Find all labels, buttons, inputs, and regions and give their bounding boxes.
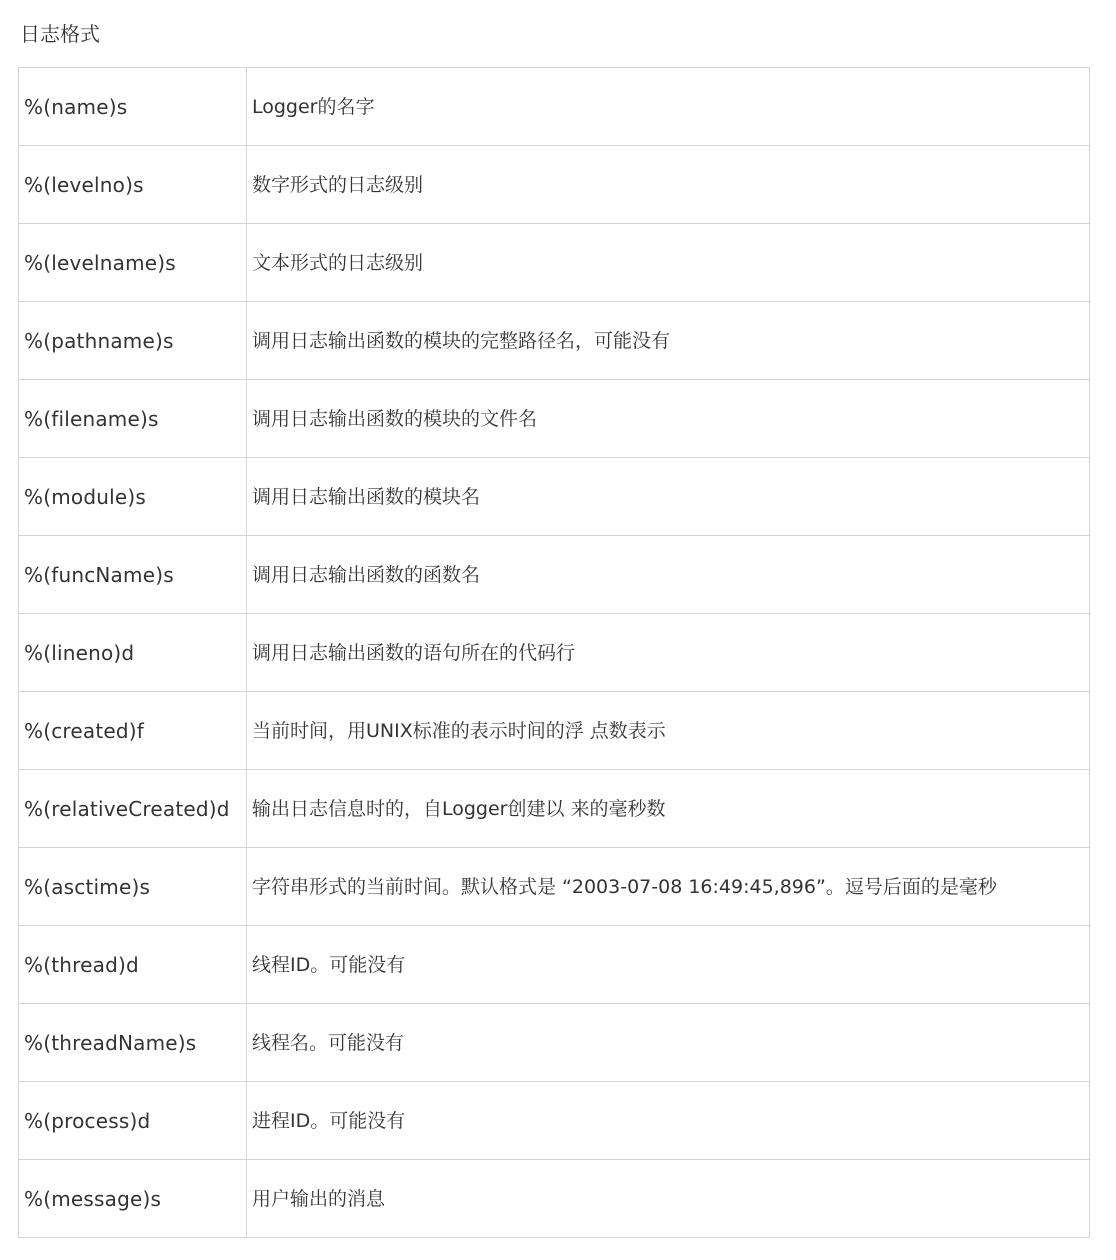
- table-row: [19, 68, 1090, 146]
- format-key-cell: %(name)s: [19, 68, 247, 146]
- format-key-cell: %(created)f: [19, 692, 247, 770]
- table-row: [19, 614, 1090, 692]
- format-description-cell: 线程名。可能没有: [247, 1004, 1090, 1082]
- table-row: [19, 380, 1090, 458]
- format-key-cell: %(threadName)s: [19, 1004, 247, 1082]
- table-row: [19, 224, 1090, 302]
- format-key-cell: %(asctime)s: [19, 848, 247, 926]
- table-row: [19, 302, 1090, 380]
- log-format-table: [18, 67, 1090, 1238]
- format-description-cell: 字符串形式的当前时间。默认格式是 “2003-07-08 16:49:45,896”。逗号后面的是毫秒: [247, 848, 1090, 926]
- table-row: [19, 1004, 1090, 1082]
- format-key-cell: %(levelno)s: [19, 146, 247, 224]
- format-description-cell: 进程ID。可能没有: [247, 1082, 1090, 1160]
- format-description-cell: 调用日志输出函数的模块的文件名: [247, 380, 1090, 458]
- table-row: [19, 146, 1090, 224]
- table-row: [19, 770, 1090, 848]
- table-row: [19, 692, 1090, 770]
- format-key-cell: %(filename)s: [19, 380, 247, 458]
- format-key-cell: %(module)s: [19, 458, 247, 536]
- format-key-cell: %(levelname)s: [19, 224, 247, 302]
- format-key-cell: %(message)s: [19, 1160, 247, 1238]
- table-row: [19, 1160, 1090, 1238]
- format-description-cell: 文本形式的日志级别: [247, 224, 1090, 302]
- table-row: [19, 1082, 1090, 1160]
- format-description-cell: 调用日志输出函数的模块的完整路径名，可能没有: [247, 302, 1090, 380]
- format-description-cell: 当前时间，用UNIX标准的表示时间的浮 点数表示: [247, 692, 1090, 770]
- format-description-cell: 调用日志输出函数的语句所在的代码行: [247, 614, 1090, 692]
- format-description-cell: 线程ID。可能没有: [247, 926, 1090, 1004]
- format-description-cell: 数字形式的日志级别: [247, 146, 1090, 224]
- table-row: [19, 458, 1090, 536]
- format-description-cell: 调用日志输出函数的函数名: [247, 536, 1090, 614]
- table-row: [19, 536, 1090, 614]
- format-key-cell: %(funcName)s: [19, 536, 247, 614]
- format-description-cell: 用户输出的消息: [247, 1160, 1090, 1238]
- format-key-cell: %(process)d: [19, 1082, 247, 1160]
- format-key-cell: %(pathname)s: [19, 302, 247, 380]
- section-heading: 日志格式: [20, 22, 100, 46]
- format-key-cell: %(lineno)d: [19, 614, 247, 692]
- table-row: [19, 926, 1090, 1004]
- format-description-cell: Logger的名字: [247, 68, 1090, 146]
- format-description-cell: 调用日志输出函数的模块名: [247, 458, 1090, 536]
- table-row: [19, 848, 1090, 926]
- format-key-cell: %(thread)d: [19, 926, 247, 1004]
- log-format-table-body: [19, 68, 1090, 1238]
- format-description-cell: 输出日志信息时的，自Logger创建以 来的毫秒数: [247, 770, 1090, 848]
- format-key-cell: %(relativeCreated)d: [19, 770, 247, 848]
